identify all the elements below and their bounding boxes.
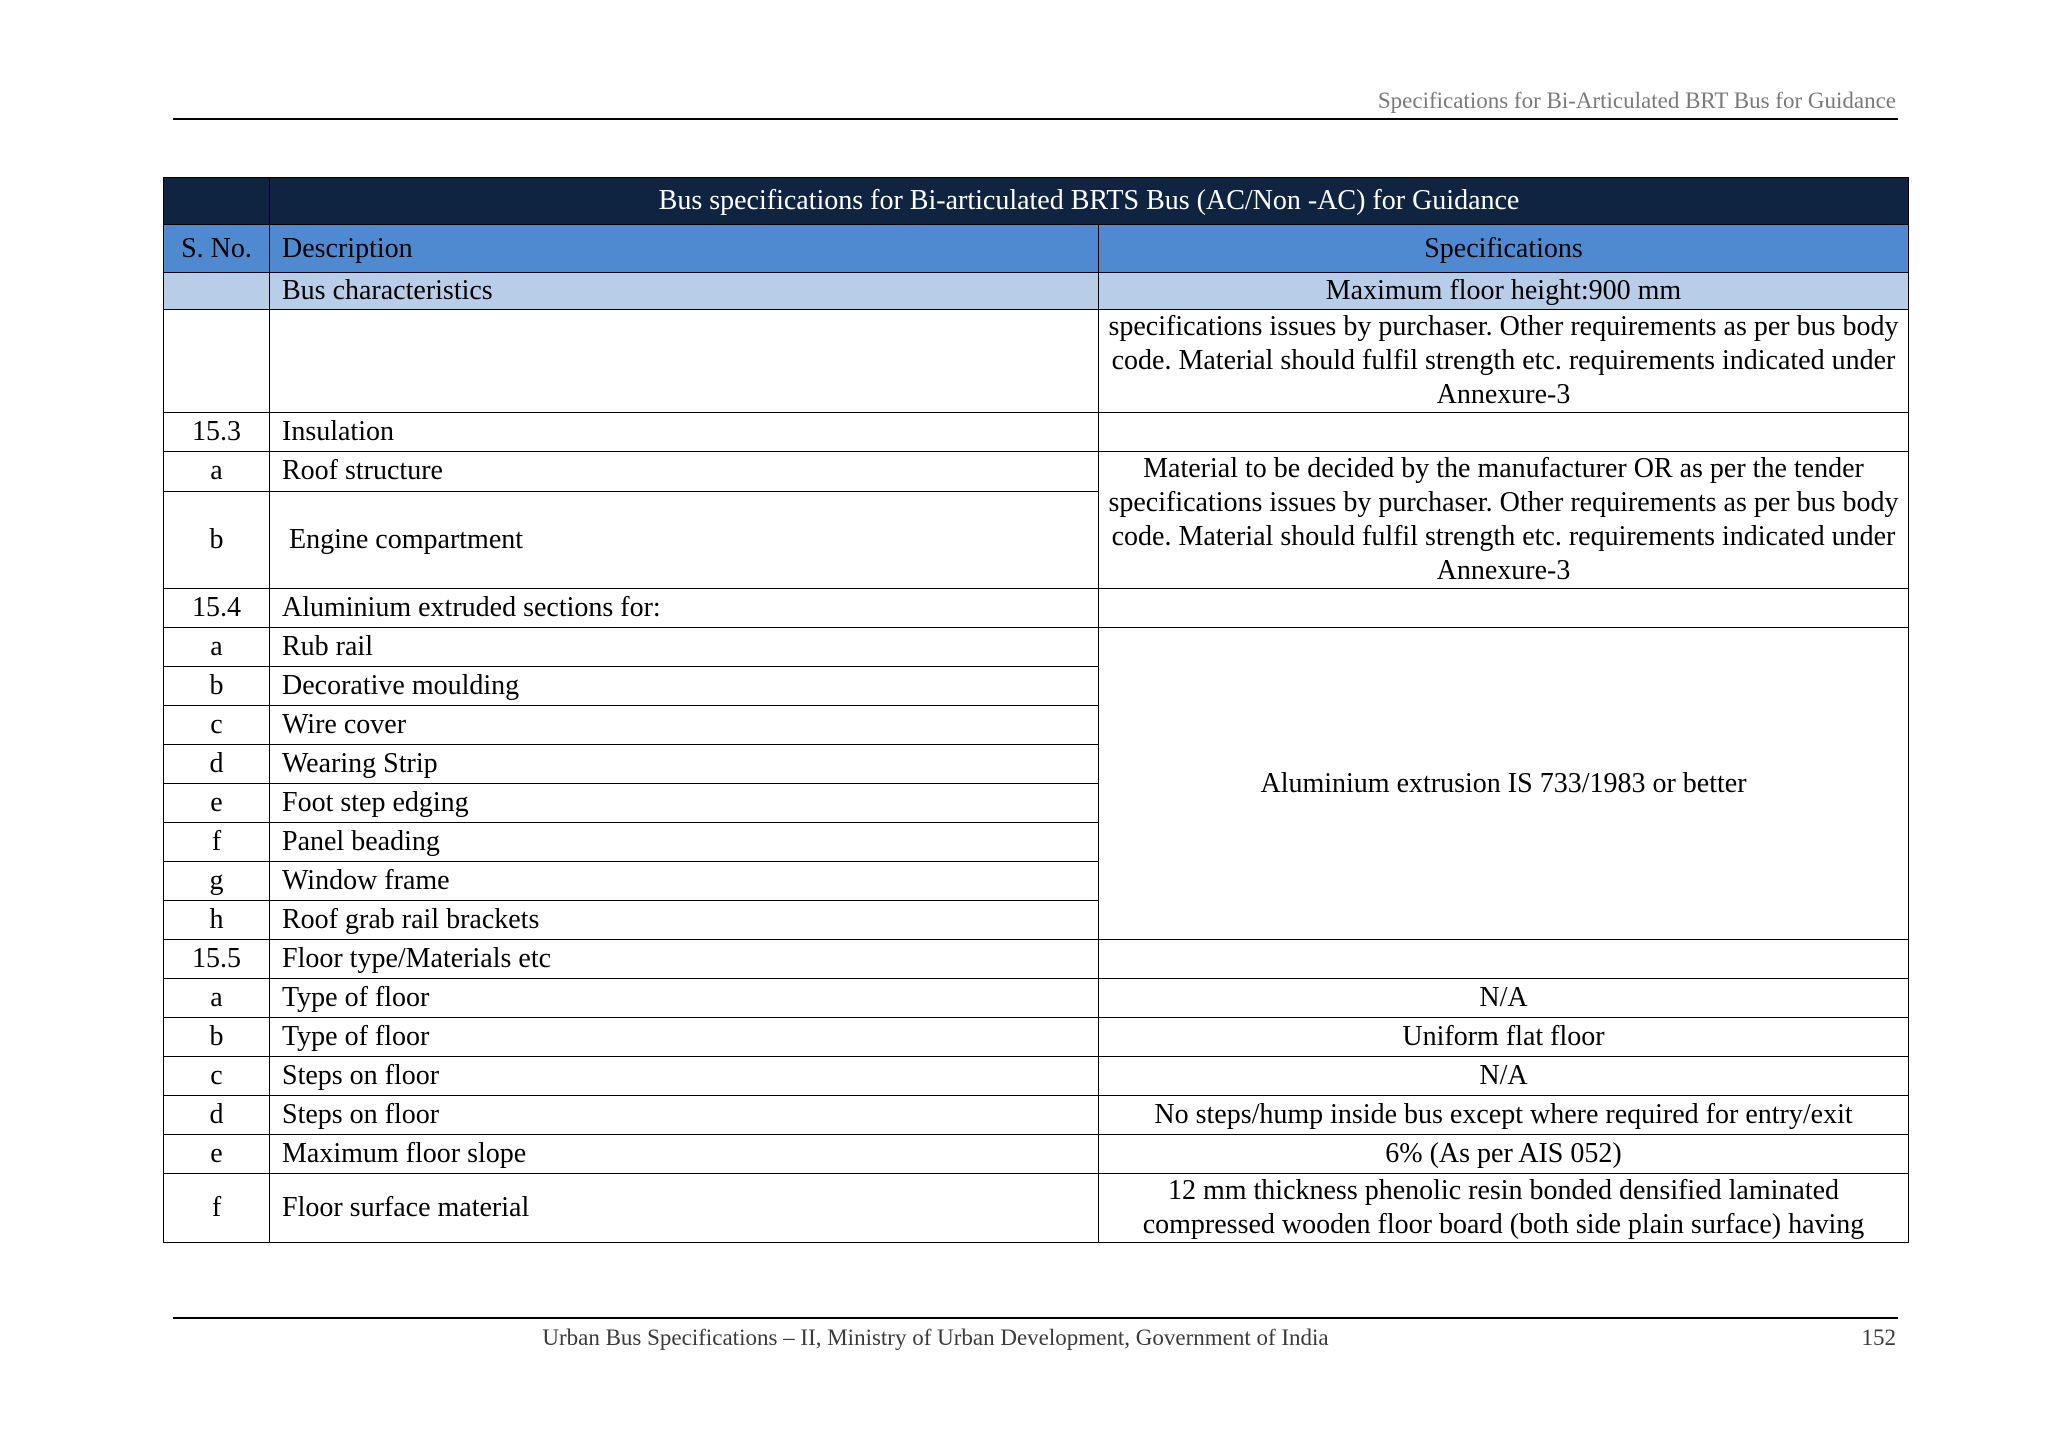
column-header-description: Description xyxy=(270,225,1099,273)
row-sno: 15.4 xyxy=(164,589,270,628)
table-row xyxy=(164,628,1909,667)
row-description: Roof structure xyxy=(270,452,1099,492)
section-label: Bus characteristics xyxy=(270,273,1099,310)
row-sno: a xyxy=(164,452,270,492)
section-value: Maximum floor height:900 mm xyxy=(1099,273,1909,310)
row-sno: d xyxy=(164,745,270,784)
row-sno: g xyxy=(164,862,270,901)
table-row xyxy=(164,1174,1909,1243)
row-description: Rub rail xyxy=(270,628,1099,667)
row-sno: h xyxy=(164,901,270,940)
row-description: Engine compartment xyxy=(270,491,1099,588)
row-sno: c xyxy=(164,706,270,745)
row-sno: e xyxy=(164,1135,270,1174)
row-sno: 15.3 xyxy=(164,413,270,452)
row-description: Type of floor xyxy=(270,1018,1099,1057)
table-row xyxy=(164,1096,1909,1135)
insulation-spec: Material to be decided by the manufacturer OR as per the tender specifications issues by purchaser. Other requirements as per bus body code. Material should fulfil strength etc. requirements indicated under Annexure-3 xyxy=(1099,452,1909,589)
table-row xyxy=(164,1135,1909,1174)
header-title: Specifications for Bi-Articulated BRT Bus for Guidance xyxy=(1377,88,1896,113)
spec-table xyxy=(163,177,1909,1243)
continuation-desc-cell xyxy=(270,310,1099,413)
table-row xyxy=(164,413,1909,452)
table-row xyxy=(164,979,1909,1018)
table-row xyxy=(164,1057,1909,1096)
row-description: Steps on floor xyxy=(270,1057,1099,1096)
page-number: 152 xyxy=(1861,1325,1896,1350)
row-sno: b xyxy=(164,491,270,588)
table-row xyxy=(164,940,1909,979)
row-description: Window frame xyxy=(270,862,1099,901)
row-spec: Uniform flat floor xyxy=(1099,1018,1909,1057)
table-title-row xyxy=(164,178,1909,225)
row-spec-empty xyxy=(1099,589,1909,628)
table-row xyxy=(164,310,1909,413)
section-sno-cell xyxy=(164,273,270,310)
row-sno: f xyxy=(164,823,270,862)
row-description: Wire cover xyxy=(270,706,1099,745)
aluminium-spec: Aluminium extrusion IS 733/1983 or better xyxy=(1099,628,1909,940)
row-description: Aluminium extruded sections for: xyxy=(270,589,1099,628)
row-sno: a xyxy=(164,628,270,667)
row-description: Roof grab rail brackets xyxy=(270,901,1099,940)
row-sno: e xyxy=(164,784,270,823)
row-description: Maximum floor slope xyxy=(270,1135,1099,1174)
row-description: Insulation xyxy=(270,413,1099,452)
row-sno: 15.5 xyxy=(164,940,270,979)
row-sno: b xyxy=(164,667,270,706)
row-spec: 6% (As per AIS 052) xyxy=(1099,1135,1909,1174)
table-title: Bus specifications for Bi-articulated BRTS Bus (AC/Non -AC) for Guidance xyxy=(270,178,1909,225)
row-spec-empty xyxy=(1099,413,1909,452)
column-header-sno: S. No. xyxy=(164,225,270,273)
column-header-row xyxy=(164,225,1909,273)
continuation-spec: specifications issues by purchaser. Other requirements as per bus body code. Material should fulfil strength etc. requirements indicated under Annexure-3 xyxy=(1099,310,1909,413)
footer-text: Urban Bus Specifications – II, Ministry of Urban Development, Government of India xyxy=(542,1325,1329,1350)
row-spec-empty xyxy=(1099,940,1909,979)
row-description: Foot step edging xyxy=(270,784,1099,823)
row-sno: a xyxy=(164,979,270,1018)
row-description: Type of floor xyxy=(270,979,1099,1018)
row-spec: No steps/hump inside bus except where required for entry/exit xyxy=(1099,1096,1909,1135)
continuation-sno-cell xyxy=(164,310,270,413)
title-blank-cell xyxy=(164,178,270,225)
row-description: Panel beading xyxy=(270,823,1099,862)
row-description: Steps on floor xyxy=(270,1096,1099,1135)
table-row xyxy=(164,1018,1909,1057)
column-header-specifications: Specifications xyxy=(1099,225,1909,273)
section-row xyxy=(164,273,1909,310)
page-footer xyxy=(173,1317,1898,1359)
row-sno: c xyxy=(164,1057,270,1096)
page-header xyxy=(173,86,1898,120)
row-sno: f xyxy=(164,1174,270,1243)
row-spec: N/A xyxy=(1099,1057,1909,1096)
row-spec: N/A xyxy=(1099,979,1909,1018)
table-row xyxy=(164,452,1909,492)
row-description: Floor surface material xyxy=(270,1174,1099,1243)
table-row xyxy=(164,589,1909,628)
row-spec: 12 mm thickness phenolic resin bonded densified laminated compressed wooden floor board (both side plain surface) having xyxy=(1099,1174,1909,1243)
row-description: Wearing Strip xyxy=(270,745,1099,784)
row-description: Decorative moulding xyxy=(270,667,1099,706)
row-description: Floor type/Materials etc xyxy=(270,940,1099,979)
row-sno: d xyxy=(164,1096,270,1135)
row-sno: b xyxy=(164,1018,270,1057)
